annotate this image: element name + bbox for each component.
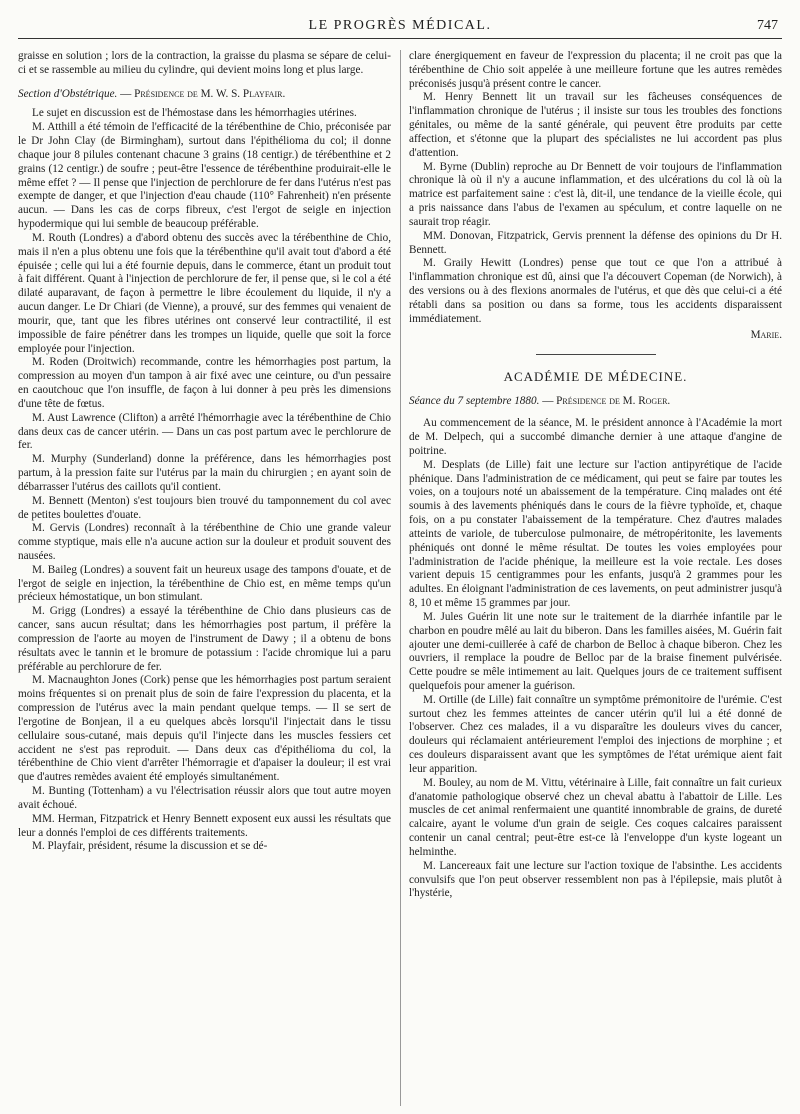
- paragraph: MM. Donovan, Fitzpatrick, Gervis prennent la défense des opinions du Dr H. Bennett.: [409, 229, 782, 256]
- section-heading: [18, 88, 391, 102]
- right-column: [409, 50, 782, 1106]
- paragraph: M. Jules Guérin lit une note sur le traitement de la diarrhée infantile par le charbon en poudre mêlé au lait du biberon. Dans les familles aisées, M. Guérin fait ajouter une demi-cuillerée à café de charbon de Belloc à chaque biberon. Chez les ouvriers, il remplace la poudre de Belloc par de la braise finement pulvérisée. Cette poudre se mêle intimement au lait. Quelques jours de ce traitement suffisent quelquefois pour amener la guérison.: [409, 610, 782, 692]
- paragraph: M. Aust Lawrence (Clifton) a arrêté l'hémorrhagie avec la térébenthine de Chio dans deux cas de cancer utérin. — Dans un cas post partum avec le perchlorure de fer.: [18, 411, 391, 452]
- paragraph: M. Gervis (Londres) reconnaît à la térébenthine de Chio une grande valeur comme styptique, mais elle n'a aucune action sur la douleur et produit souvent des nausées.: [18, 522, 391, 562]
- paragraph: M. Desplats (de Lille) fait une lecture sur l'action antipyrétique de l'acide phénique. Dans l'administration de ce médicament, qui peut se faire par toutes les voies, on a toujours noté un abaissement de la température. Cinq malades ont été soumis à des lavements phéniqués dans le cours de la fièvre typhoïde, et, chaque fois, on a pu constater l'abaissement de la température. Chez d'autres malades atteints de variole, de tuberculose pulmonaire, de métropéritonite, les lavements phéniqués ont donné le même résultat. De toutes les voies employées pour l'administration de l'acide phénique, la meilleure est la voie rectale. Les doses varient depuis 15 centigrammes pour les enfants, jusqu'à 2 grammes pour les adultes. En éloignant l'administration de ces lavements, on peut administrer jusqu'à 8, 10 et même 15 grammes par jour.: [409, 458, 782, 610]
- paragraph: M. Lancereaux fait une lecture sur l'action toxique de l'absinthe. Les accidents convulsifs que l'on peut observer ressemblent non pas à l'épilepsie, mais plutôt à l'hystérie,: [409, 859, 782, 900]
- paragraph: clare énergiquement en faveur de l'expression du placenta; il ne croit pas que la térébenthine de Chio soit appelée à une meilleure fortune que les autres remèdes préconisés jusqu'à présent contre le cancer.: [409, 50, 782, 90]
- paragraph: M. Routh (Londres) a d'abord obtenu des succès avec la térébenthine de Chio, mais il n'en a plus obtenu une fois que la térébenthine qu'il avait tout d'abord a été épuisée ; celle qui lui a été fournie depuis, dans le commerce, étant un produit tout à fait différent. Quant à l'injection de perchlorure de fer, il pense que, si le col a été dilaté auparavant, de façon à permettre le libre écoulement du liquide, il n'y a aucun danger. Le Dr Chiari (de Vienne), a prouvé, sur des femmes qui venaient de mourir, que, tant que les fibres utérines ont conservé leur contractilité, il est impossible de faire pénétrer dans les trompes un liquide, quelle que soit la force employée pour l'injection.: [18, 231, 391, 355]
- section-presidence: — Présidence de M. W. S. Playfair.: [120, 87, 286, 100]
- paragraph: M. Murphy (Sunderland) donne la préférence, dans les hémorrhagies post partum, à la pression faite sur l'utérus par la main du chirurgien ; en ayant soin de débarrasser l'utérus des caillots qu'il contient.: [18, 453, 391, 493]
- paragraph: Le sujet en discussion est de l'hémostase dans les hémorrhagies utérines.: [32, 107, 357, 120]
- paragraph: M. Playfair, président, résume la discussion et se dé-: [32, 840, 268, 853]
- section-divider: [536, 354, 656, 355]
- seance-line: [409, 395, 782, 409]
- paragraph: M. Bunting (Tottenham) a vu l'électrisation réussir alors que tout autre moyen avait échoué.: [18, 785, 391, 811]
- paragraph: M. Roden (Droitwich) recommande, contre les hémorrhagies post partum, la compression au moyen d'un tampon à air fixé avec une ceinture, ou d'un pessaire en caoutchouc que l'on insuffle, de façon à lui donner à peu près les dimensions d'une tête de fœtus.: [18, 356, 391, 410]
- journal-title: LE PROGRÈS MÉDICAL.: [308, 18, 492, 33]
- seance-presidence: — Présidence de M. Roger.: [542, 395, 671, 408]
- section-label: Section d'Obstétrique.: [18, 87, 118, 100]
- paragraph: M. Byrne (Dublin) reproche au Dr Bennett de voir toujours de l'inflammation chronique là où il n'y a aucune inflammation, et des ulcérations du col là où la matrice est parfaitement saine : c'est là, dit-il, une tendance de la vieille école, qui a pris naissance dans l'abus de l'examen au spéculum, et contre laquelle on ne saurait trop réagir.: [409, 160, 782, 228]
- intro-paragraph: graisse en solution ; lors de la contraction, la graisse du plasma se sépare de celui-ci et se rassemble au milieu du cylindre, qui devient moins long et plus large.: [18, 50, 391, 76]
- academie-heading: ACADÉMIE DE MÉDECINE.: [503, 369, 688, 385]
- paragraph: M. Graily Hewitt (Londres) pense que tout ce que l'on a attribué à l'inflammation chronique est dû, ainsi que l'a découvert Copeman (de Norwich), à des versions ou à des flexions anormales de l'utérus, et que dès que celui-ci a été rétabli dans sa position ou dans sa forme, tous les accidents disparaissent immédiatement.: [409, 257, 782, 325]
- two-column-body: [18, 50, 782, 1106]
- author-signature: Marie.: [750, 328, 782, 341]
- paragraph: Au commencement de la séance, M. le président annonce à l'Académie la mort de M. Delpech, qui a succombé dimanche dernier à une attaque d'angine de poitrine.: [409, 417, 782, 457]
- paragraph: MM. Herman, Fitzpatrick et Henry Bennett exposent eux aussi les résultats que leur a donnés l'emploi de ces différents traitements.: [18, 812, 391, 839]
- paragraph: M. Bouley, au nom de M. Vittu, vétérinaire à Lille, fait connaître un fait curieux d'anatomie pathologique observé chez un cheval abattu à l'abattoir de Lille. Les muscles de cet animal renfermaient une quantité innombrable de grains, de dureté calcaire, ayant le volume d'un grain de seigle. Ces coques calcaires paraissent contenir un canal central; peut-être est-ce là l'enveloppe d'un kyste logeant un helminthe.: [409, 776, 782, 858]
- left-column: [18, 50, 391, 1106]
- paragraph: M. Baileg (Londres) a souvent fait un heureux usage des tampons d'ouate, et de l'ergot de seigle en injection, la térébenthine de Chio est, en même temps qu'un précieux hémostatique, un bon stimulant.: [18, 563, 391, 604]
- paragraph: M. Ortille (de Lille) fait connaître un symptôme prémonitoire de l'urémie. C'est surtout chez les femmes atteintes de cancer utérin qu'il lui a été donné de l'observer. Chez ces malades, il a vu disparaître les douleurs vives du cancer, douleurs qui réclamaient antérieurement l'emploi des injections de morphine ; et ces douleurs disparaissent avant que les symptômes de l'état urémique aient fait leur apparition.: [409, 693, 782, 775]
- page-header: [18, 14, 782, 39]
- paragraph: M. Grigg (Londres) a essayé la térébenthine de Chio dans plusieurs cas de cancer, sans aucun résultat; dans les hémorrhagies post partum, il préfère la compression de l'aorte au moyen de l'instrument de Dawy ; il a obtenu de bons résultats avec le tannin et le bromure de potassium : l'acide chromique lui a paru préférable au perchlorure de fer.: [18, 605, 391, 673]
- paragraph: M. Macnaughton Jones (Cork) pense que les hémorrhagies post partum seraient moins fréquentes si on prenait plus de soin de faire l'expression du placenta, et la compression de l'utérus avec la main pendant quelque temps. — Il se sert de l'ergotine de Bonjean, il a eu quelques abcès lorsqu'il l'injectait dans le tissu cellulaire sous-cutané, mais depuis qu'il l'injecte dans les muscles fessiers cet accident ne s'est pas reproduit. — Dans deux cas d'épithélioma du col, la térébenthine de Chio vient d'arrêter l'hémorragie et d'apaiser la douleur; il est vrai que d'autres remèdes avaient été employés simultanément.: [18, 674, 391, 784]
- paragraph: M. Bennett (Menton) s'est toujours bien trouvé du tamponnement du col avec de petites boulettes d'ouate.: [18, 494, 391, 521]
- paragraph: M. Atthill a été témoin de l'efficacité de la térébenthine de Chio, préconisée par le Dr John Clay (de Birmingham), surtout dans l'épithélioma du col; il donne chaque jour 8 pilules contenant chacune 3 grains (18 centigr.) de térébenthine et 2 grains (12 centigr.) de soufre ; peut-être l'essence de térébenthine produirait-elle le même effet ? — Il pense que l'injection de perchlorure de fer dans l'utérus n'est pas exempte de danger, et que l'injection d'eau chaude (110° Fahrenheit) n'en présente aucun. — Dans les cas de corps fibreux, c'est l'ergot de seigle en injection hypodermique qui lui semble de beaucoup préférable.: [18, 121, 391, 231]
- seance-date: Séance du 7 septembre 1880.: [409, 395, 540, 408]
- paragraph: M. Henry Bennett lit un travail sur les fâcheuses conséquences de l'inflammation chronique de l'utérus ; il insiste sur tous les troubles des fonctions génitales, ou même de la santé générale, qui peuvent être produits par cette affection, et s'étonne que la plupart des spécialistes ne lui accordent pas plus d'attention.: [409, 91, 782, 159]
- page-number: 747: [757, 18, 778, 33]
